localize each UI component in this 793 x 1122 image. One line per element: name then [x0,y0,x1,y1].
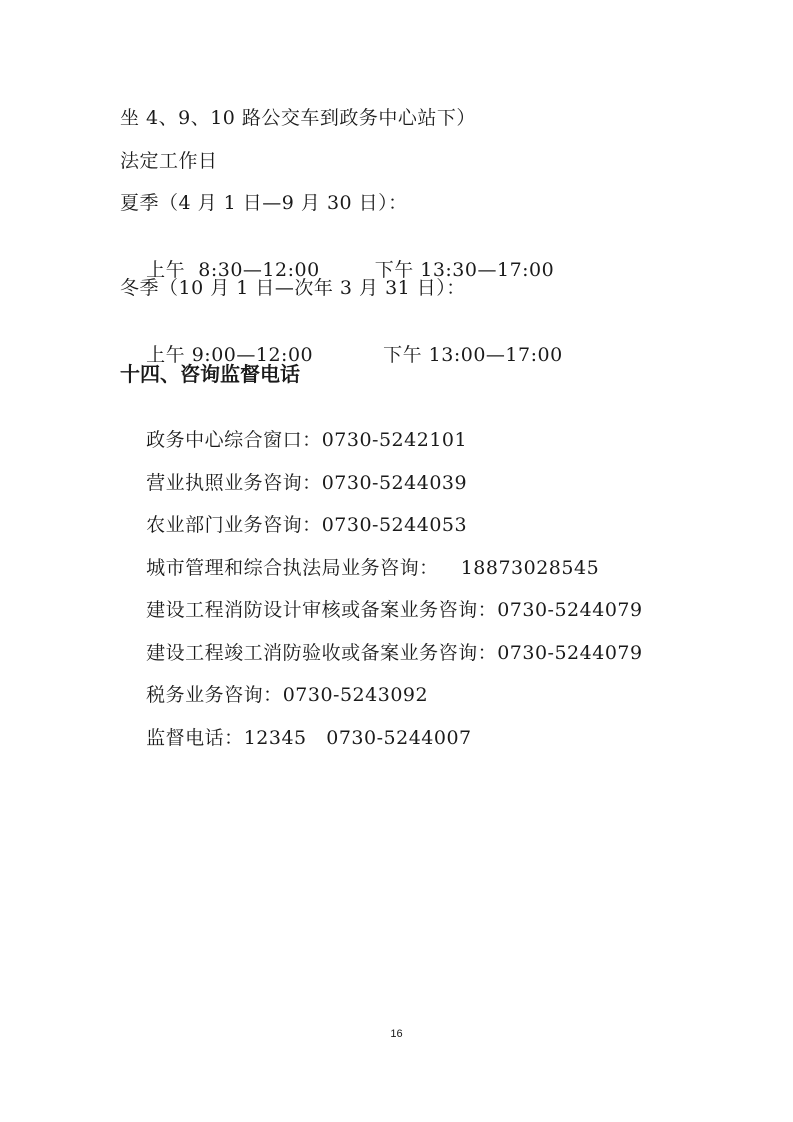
contact-number: 0730-5244079 [497,599,643,621]
contact-number: 0730-5243092 [282,684,429,706]
contact-number: 0730-5244053 [321,514,468,536]
contact-number: 12345 0730-5244007 [243,727,472,749]
contact-label: 税务业务咨询： [146,684,283,706]
contact-number: 0730-5244079 [497,642,643,664]
winter-morning-hours: 上午 9:00—12:00 [146,344,314,366]
contact-label: 营业执照业务咨询： [146,472,322,494]
summer-afternoon-hours: 下午 13:30—17:00 [374,259,555,281]
contact-label: 城市管理和综合执法局业务咨询： [146,557,439,579]
contact-number: 0730-5244039 [321,472,468,494]
summer-morning-hours: 上午 8:30—12:00 [146,259,320,281]
contact-label: 政务中心综合窗口： [146,429,322,451]
contact-number: 18873028545 [460,557,600,579]
winter-afternoon-hours: 下午 13:00—17:00 [383,344,563,366]
contact-label: 建设工程竣工消防验收或备案业务咨询： [146,642,498,664]
section-heading: 十四、咨询监督电话 [120,362,300,386]
contact-label: 监督电话： [146,727,244,749]
contact-line [120,702,472,774]
summer-season-line: 夏季（4 月 1 日—9 月 30 日）： [120,192,408,214]
contact-label: 建设工程消防设计审核或备案业务咨询： [146,599,498,621]
workday-line: 法定工作日 [120,150,218,172]
winter-season-line: 冬季（10 月 1 日—次年 3 月 31 日）： [120,277,466,299]
contact-number: 0730-5242101 [321,429,468,451]
bus-route-line: 坐 4、9、10 路公交车到政务中心站下） [120,107,476,129]
contact-label: 农业部门业务咨询： [146,514,322,536]
page-number: 16 [390,1028,403,1040]
